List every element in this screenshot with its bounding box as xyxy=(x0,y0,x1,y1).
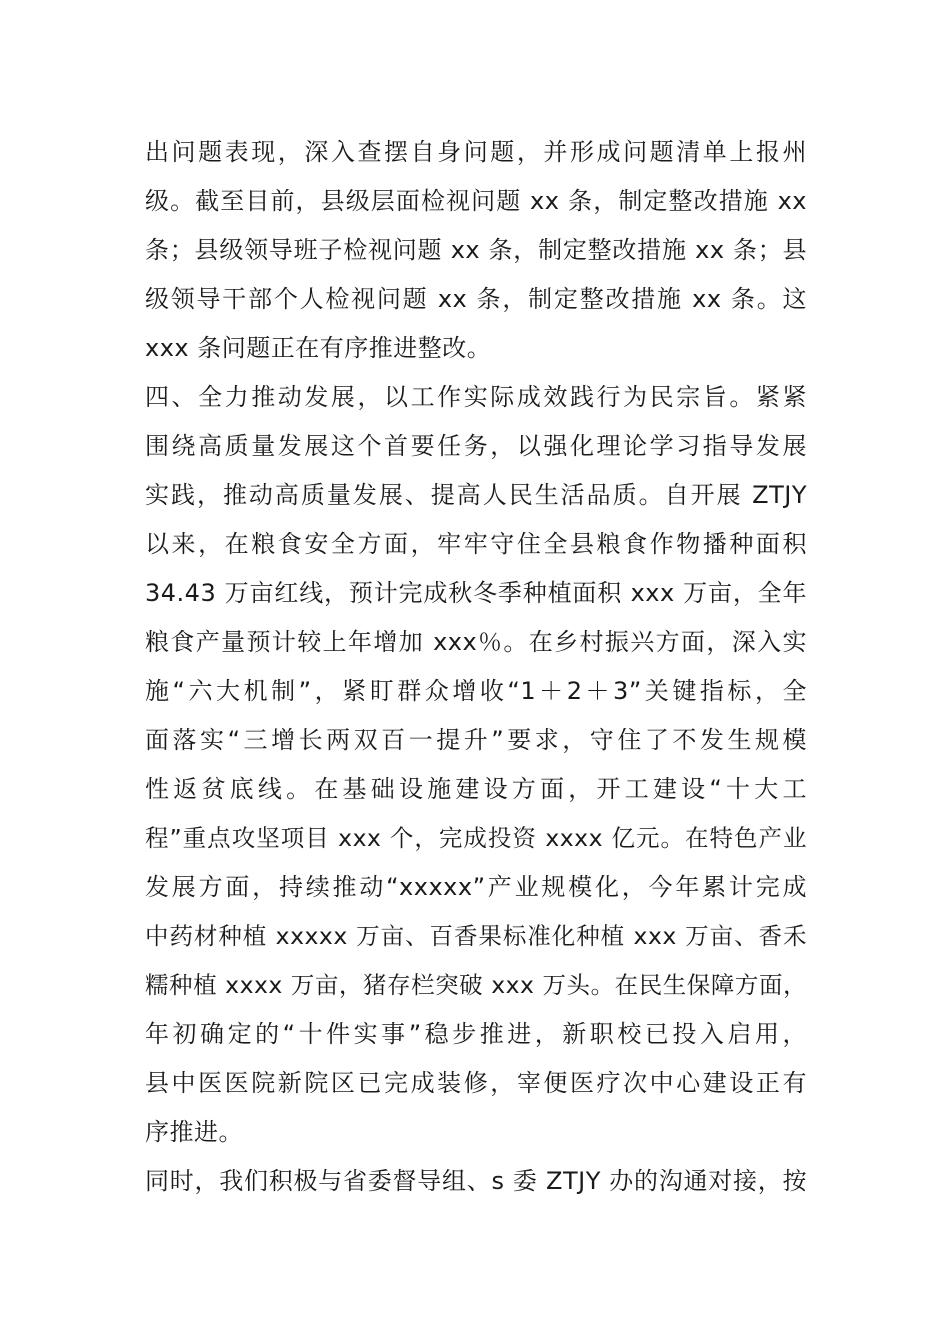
text-line: 面落实“三增长两双百一提升”要求，守住了不发生规模 xyxy=(145,726,807,754)
text-line: 出问题表现，深入查摆自身问题，并形成问题清单上报州 xyxy=(145,138,807,166)
text-line: 程”重点攻坚项目 xxx 个，完成投资 xxxx 亿元。在特色产业 xyxy=(145,824,807,852)
text-line: 34.43 万亩红线，预计完成秋冬季种植面积 xxx 万亩，全年 xyxy=(145,579,807,607)
text-line: 四、全力推动发展，以工作实际成效践行为民宗旨。紧紧 xyxy=(145,383,807,411)
paragraph-problem-list xyxy=(145,128,807,373)
text-line: 施“六大机制”，紧盯群众增收“1＋2＋3”关键指标，全 xyxy=(145,677,807,705)
text-line: 以来，在粮食安全方面，牢牢守住全县粮食作物播种面积 xyxy=(145,530,807,558)
text-line: 级。截至目前，县级层面检视问题 xx 条，制定整改措施 xx xyxy=(145,187,807,215)
text-line: 性返贫底线。在基础设施建设方面，开工建设“十大工 xyxy=(145,775,807,803)
text-line: 年初确定的“十件实事”稳步推进，新职校已投入启用， xyxy=(145,1020,807,1048)
text-line: 实践，推动高质量发展、提高人民生活品质。自开展 ZTJY xyxy=(145,481,807,509)
paragraph-development xyxy=(145,373,807,1157)
text-line: 中药材种植 xxxxx 万亩、百香果标准化种植 xxx 万亩、香禾 xyxy=(145,922,807,950)
text-line: 序推进。 xyxy=(145,1118,243,1146)
text-line: 粮食产量预计较上年增加 xxx％。在乡村振兴方面，深入实 xyxy=(145,628,807,656)
text-line: xxx 条问题正在有序推进整改。 xyxy=(145,334,492,362)
text-line: 发展方面，持续推动“xxxxx”产业规模化，今年累计完成 xyxy=(145,873,807,901)
text-line: 围绕高质量发展这个首要任务，以强化理论学习指导发展 xyxy=(145,432,807,460)
text-line: 条；县级领导班子检视问题 xx 条，制定整改措施 xx 条；县 xyxy=(145,236,807,264)
text-line: 级领导干部个人检视问题 xx 条，制定整改措施 xx 条。这 xyxy=(145,285,807,313)
text-line: 县中医医院新院区已完成装修，宰便医疗次中心建设正有 xyxy=(145,1069,807,1097)
text-line: 糯种植 xxxx 万亩，猪存栏突破 xxx 万头。在民生保障方面， xyxy=(145,971,807,999)
document-body xyxy=(145,128,807,1206)
text-line: 同时，我们积极与省委督导组、s 委 ZTJY 办的沟通对接，按 xyxy=(145,1167,807,1195)
paragraph-coordination xyxy=(145,1157,807,1206)
